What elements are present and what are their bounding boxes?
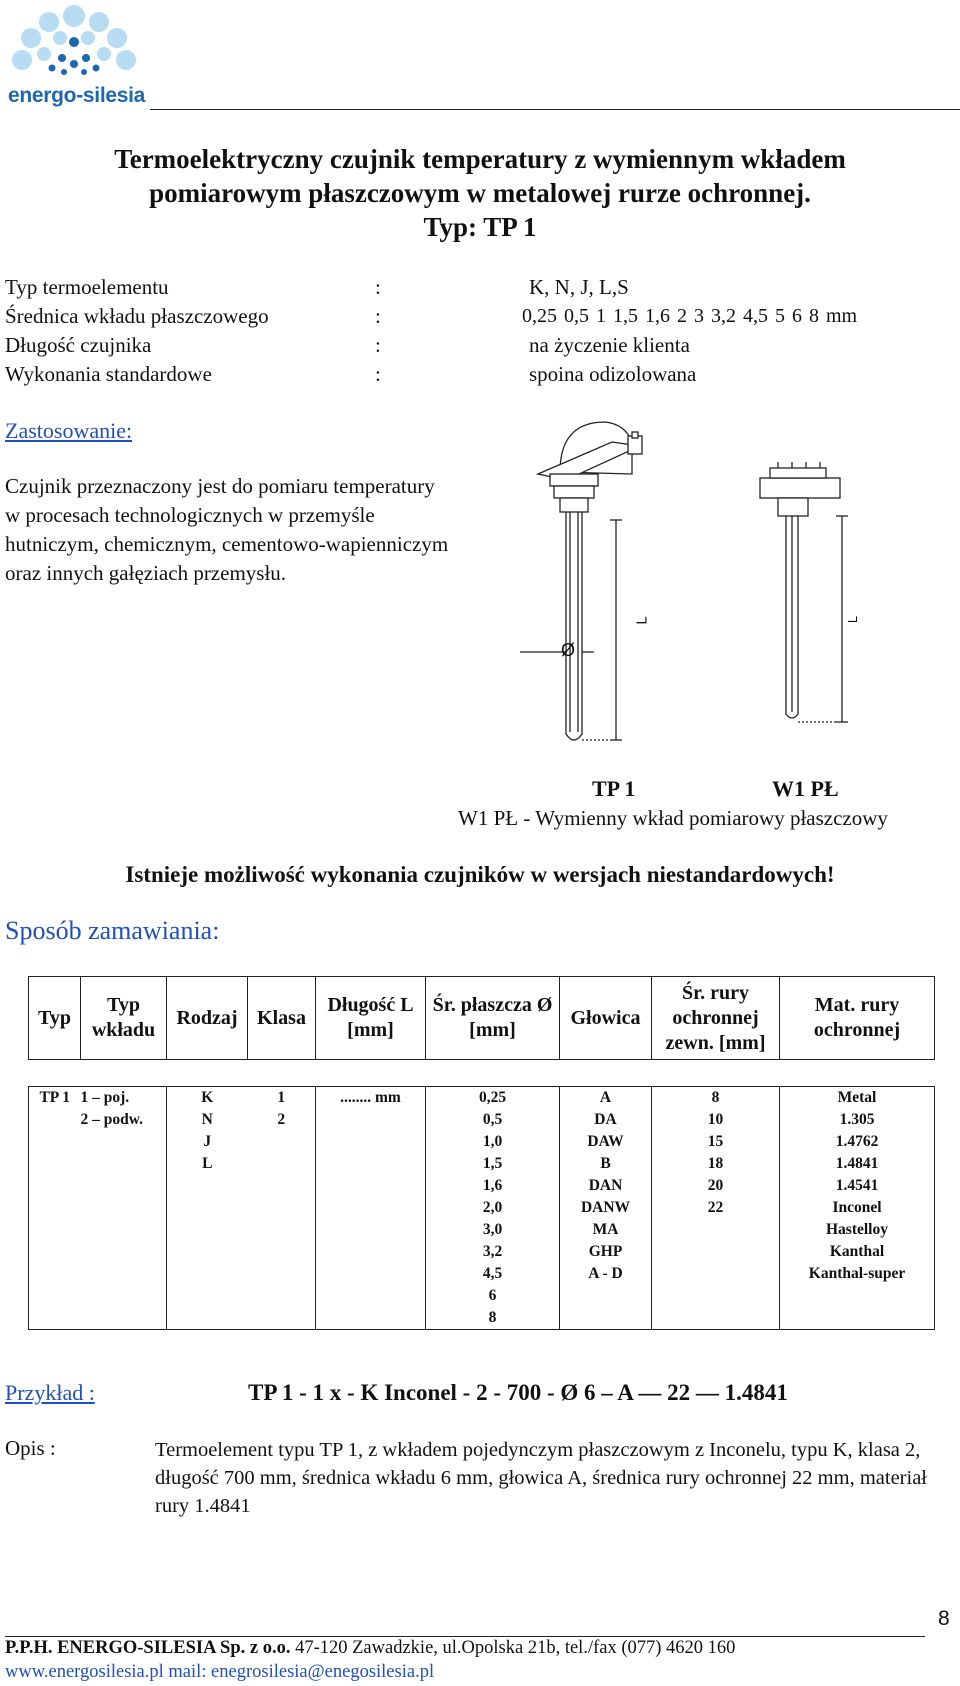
header-cell: Głowica	[560, 977, 652, 1060]
page-number: 8	[938, 1607, 950, 1630]
title-line-3: Typ: TP 1	[423, 212, 537, 242]
caption-legend: W1 PŁ - Wymienny wkład pomiarowy płaszczowy	[458, 806, 888, 830]
footer-company: P.P.H. ENERGO-SILESIA Sp. z o.o.	[5, 1638, 291, 1658]
value-cell: K N J L	[167, 1087, 248, 1330]
footer-mail-label: mail:	[168, 1662, 207, 1682]
value-cell: 0,25 0,5 1,0 1,5 1,6 2,0 3,0 3,2 4,5 6 8	[426, 1087, 560, 1330]
spec-row	[5, 360, 960, 388]
caption-w1pl: W1 PŁ	[772, 776, 839, 801]
sensor-drawing	[520, 412, 900, 752]
logo-wordmark: energo-silesia	[8, 84, 146, 107]
footer-rule	[5, 1636, 925, 1637]
spec-colon: :	[375, 333, 381, 357]
header-cell: Śr. płaszcza Ø [mm]	[426, 977, 560, 1060]
title-line-1: Termoelektryczny czujnik temperatury z wymiennym wkładem	[114, 144, 846, 174]
ordering-header-table	[28, 976, 935, 1060]
spec-label: Typ termoelementu	[5, 275, 169, 299]
footer-address: 47-120 Zawadzkie, ul.Opolska 21b, tel./fax (077) 4620 160	[295, 1638, 736, 1658]
ordering-values-table	[28, 1086, 935, 1330]
header-rule	[150, 109, 960, 110]
header-cell: Typ	[29, 977, 81, 1060]
application-text: Czujnik przeznaczony jest do pomiaru temperatury w procesach technologicznych w przemyśle hutniczym, chemicznym, cementowo-wapienniczym oraz innych gałęziach przemysłu.	[5, 474, 449, 585]
value-cell: TP 1	[29, 1087, 81, 1330]
dim-length-label: L	[845, 615, 861, 624]
value-cell: A DA DAW B DAN DANW MA GHP A - D	[560, 1087, 652, 1330]
caption-tp1: TP 1	[592, 776, 636, 801]
spec-label: Średnica wkładu płaszczowego	[5, 304, 269, 328]
value-cell: Metal 1.305 1.4762 1.4841 1.4541 Inconel Hastelloy Kanthal Kanthal-super	[780, 1087, 935, 1330]
spec-label: Długość czujnika	[5, 333, 152, 357]
spec-row	[5, 302, 960, 330]
example-label[interactable]: Przykład :	[5, 1380, 95, 1405]
value-cell: 1 2	[248, 1087, 316, 1330]
value-cell: 1 – poj. 2 – podw.	[81, 1087, 167, 1330]
dim-diameter-label: Ø	[561, 640, 576, 660]
spec-colon: :	[375, 304, 381, 328]
header-cell: Rodzaj	[167, 977, 248, 1060]
spec-value: spoina odizolowana	[529, 362, 697, 386]
spec-row	[5, 273, 960, 301]
value-cell: ........ mm	[316, 1087, 426, 1330]
ordering-heading: Sposób zamawiania:	[5, 916, 220, 945]
header-cell: Mat. rury ochronnej	[780, 977, 935, 1060]
value-cell: 8 10 15 18 20 22	[652, 1087, 780, 1330]
header-cell: Śr. rury ochronnej zewn. [mm]	[652, 977, 780, 1060]
spec-label: Wykonania standardowe	[5, 362, 212, 386]
footer-line-1	[5, 1638, 735, 1659]
application-heading[interactable]: Zastosowanie:	[5, 418, 133, 443]
example-code: TP 1 - 1 x - K Inconel - 2 - 700 - Ø 6 – A — 22 — 1.4841	[248, 1380, 788, 1405]
description-label: Opis :	[5, 1436, 56, 1460]
header-cell: Klasa	[248, 977, 316, 1060]
footer-website-link[interactable]: www.energosilesia.pl	[5, 1662, 164, 1682]
spec-row	[5, 331, 960, 359]
description-text: Termoelement typu TP 1, z wkładem pojedynczym płaszczowym z Inconelu, typu K, klasa 2, długość 700 mm, średnica wkładu 6 mm, głowica A, średnica rury ochronnej 22 mm, materiał rury 1.4841	[155, 1439, 927, 1517]
spec-value: na życzenie klienta	[529, 333, 690, 357]
header-cell: Długość L [mm]	[316, 977, 426, 1060]
title-line-2: pomiarowym płaszczowym w metalowej rurze ochronnej.	[149, 178, 811, 208]
spec-colon: :	[375, 362, 381, 386]
spec-value: K, N, J, L,S	[529, 275, 629, 299]
custom-version-notice: Istnieje możliwość wykonania czujników w wersjach niestandardowych!	[125, 862, 835, 887]
spec-value: 0,25 0,5 1 1,5 1,6 2 3 3,2 4,5 5 6 8 mm	[522, 305, 858, 327]
dim-length-label: L	[633, 616, 651, 625]
footer-email-link[interactable]: enegrosilesia@enegosilesia.pl	[211, 1662, 435, 1682]
header-cell: Typ wkładu	[81, 977, 167, 1060]
spec-colon: :	[375, 275, 381, 299]
footer-line-2	[5, 1662, 434, 1683]
